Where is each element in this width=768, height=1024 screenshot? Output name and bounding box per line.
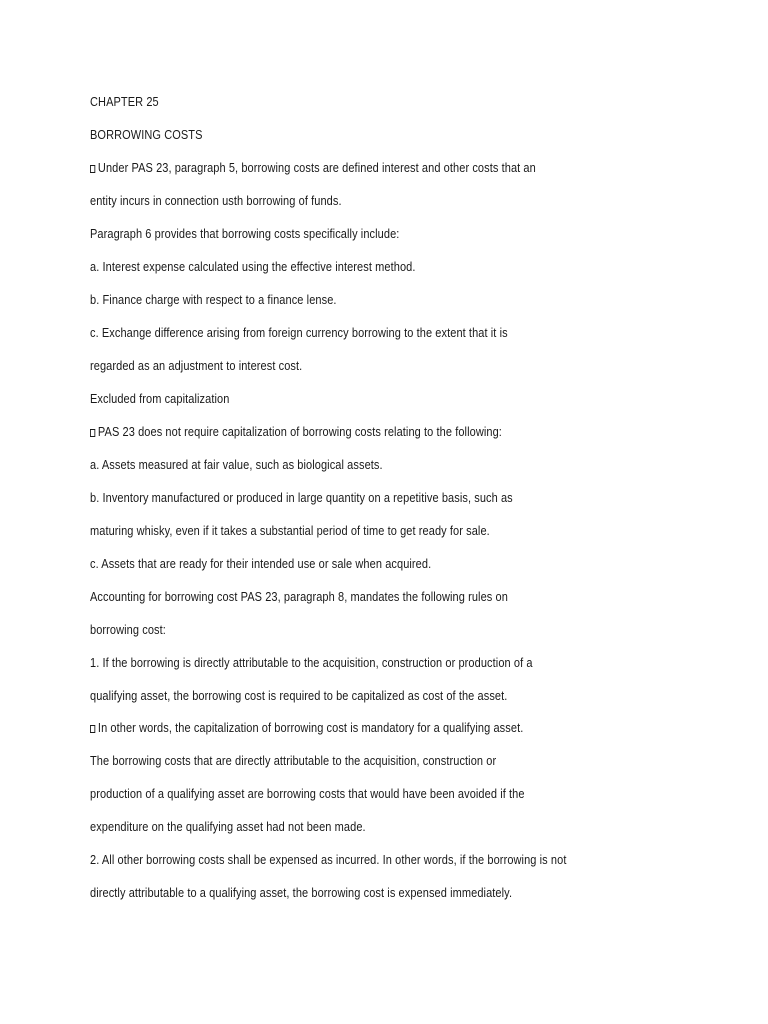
text-line: The borrowing costs that are directly attributable to the acquisition, construction or: [90, 754, 497, 768]
text-line: qualifying asset, the borrowing cost is required to be capitalized as cost of the asset.: [90, 689, 508, 703]
missing-glyph-icon: [90, 429, 95, 437]
missing-glyph-icon: [90, 165, 95, 173]
text-line: 1. If the borrowing is directly attributable to the acquisition, construction or production of a: [90, 656, 533, 670]
text-line: a. Assets measured at fair value, such as biological assets.: [90, 458, 383, 472]
text-line: Paragraph 6 provides that borrowing costs specifically include:: [90, 227, 400, 241]
text-line: expenditure on the qualifying asset had not been made.: [90, 820, 366, 834]
chapter-title: BORROWING COSTS: [90, 128, 203, 142]
text-line: 2. All other borrowing costs shall be expensed as incurred. In other words, if the borrowing is not: [90, 853, 567, 867]
text-line: PAS 23 does not require capitalization of borrowing costs relating to the following:: [90, 424, 502, 440]
text-line: regarded as an adjustment to interest cost.: [90, 359, 303, 373]
text-line: directly attributable to a qualifying asset, the borrowing cost is expensed immediately.: [90, 886, 513, 900]
text-line: borrowing cost:: [90, 623, 166, 637]
text-line: c. Exchange difference arising from foreign currency borrowing to the extent that it is: [90, 326, 508, 340]
text-line: Under PAS 23, paragraph 5, borrowing costs are defined interest and other costs that an: [90, 160, 536, 176]
text-line: production of a qualifying asset are borrowing costs that would have been avoided if the: [90, 787, 525, 801]
text-line: b. Finance charge with respect to a finance lense.: [90, 293, 337, 307]
text-line: b. Inventory manufactured or produced in large quantity on a repetitive basis, such as: [90, 491, 513, 505]
text-line: Accounting for borrowing cost PAS 23, paragraph 8, mandates the following rules on: [90, 590, 508, 604]
missing-glyph-icon: [90, 725, 95, 733]
section-heading: Excluded from capitalization: [90, 392, 230, 406]
text-line: In other words, the capitalization of borrowing cost is mandatory for a qualifying asset.: [90, 720, 523, 736]
text-line: c. Assets that are ready for their intended use or sale when acquired.: [90, 557, 432, 571]
text-line: a. Interest expense calculated using the effective interest method.: [90, 260, 416, 274]
text-line: maturing whisky, even if it takes a substantial period of time to get ready for sale.: [90, 524, 490, 538]
text-line: entity incurs in connection usth borrowing of funds.: [90, 194, 342, 208]
chapter-heading: CHAPTER 25: [90, 95, 159, 109]
